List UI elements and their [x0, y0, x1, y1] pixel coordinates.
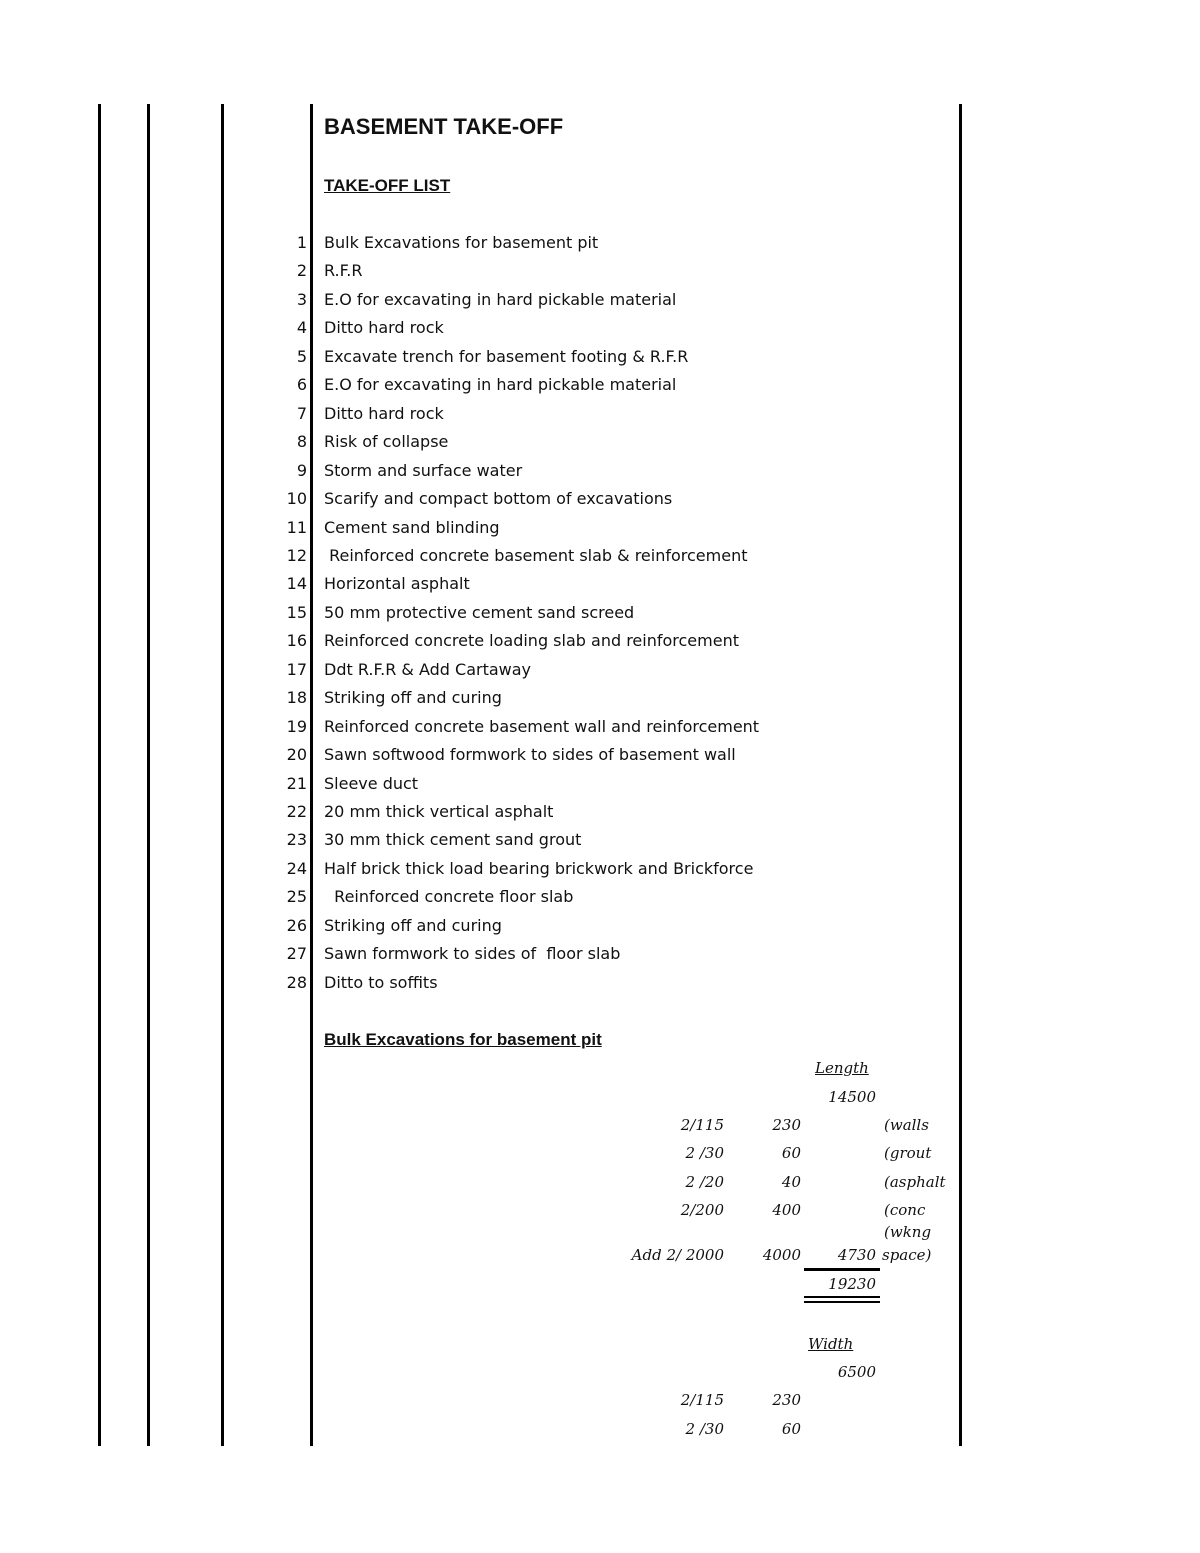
item-text: Risk of collapse [324, 432, 449, 451]
length-note-2: (grout [884, 1144, 932, 1162]
item-text: Reinforced concrete basement wall and reinforcement [324, 717, 760, 736]
item-number: 17 [286, 660, 307, 679]
column-rule-1 [98, 104, 101, 1446]
item-text: Ddt R.F.R & Add Cartaway [324, 660, 532, 679]
length-total: 19230 [828, 1275, 876, 1293]
item-text: Cement sand blinding [324, 518, 500, 537]
item-text: 20 mm thick vertical asphalt [324, 802, 554, 821]
item-text: E.O for excavating in hard pickable material [324, 375, 677, 394]
item-number: 4 [296, 318, 307, 337]
item-number: 20 [286, 745, 307, 764]
length-add-note: space) [882, 1246, 932, 1264]
total-double-rule-top [804, 1296, 880, 1298]
item-number: 2 [296, 261, 307, 280]
item-text: E.O for excavating in hard pickable material [324, 290, 677, 309]
length-factor-2: 2 /30 [685, 1144, 724, 1162]
item-text: Striking off and curing [324, 688, 502, 707]
item-text: Reinforced concrete floor slab [324, 887, 574, 906]
column-rule-2 [147, 104, 150, 1446]
item-number: 10 [286, 489, 307, 508]
length-subtotal: 4730 [837, 1246, 876, 1264]
width-label: Width [808, 1335, 854, 1353]
length-note-4: (conc [884, 1201, 926, 1219]
item-number: 25 [286, 887, 307, 906]
section-heading: Bulk Excavations for basement pit [324, 1030, 602, 1049]
item-text: Storm and surface water [324, 461, 523, 480]
item-number: 11 [286, 518, 307, 537]
length-add-factor: Add 2/ 2000 [631, 1246, 724, 1264]
item-text: Half brick thick load bearing brickwork and Brickforce [324, 859, 754, 878]
item-text: Reinforced concrete loading slab and reinforcement [324, 631, 739, 650]
item-number: 27 [286, 944, 307, 963]
length-factor-1: 2/115 [680, 1116, 724, 1134]
length-note-3: (asphalt [884, 1173, 946, 1191]
item-text: Reinforced concrete basement slab & reinforcement [324, 546, 748, 565]
item-number: 21 [286, 774, 307, 793]
item-text: Ditto to soffits [324, 973, 438, 992]
length-factor-3: 2 /20 [685, 1173, 724, 1191]
width-base: 6500 [837, 1363, 876, 1381]
item-number: 19 [286, 717, 307, 736]
item-text: Sawn softwood formwork to sides of basement wall [324, 745, 736, 764]
length-value-3: 40 [781, 1173, 801, 1191]
page-title: BASEMENT TAKE-OFF [324, 114, 564, 139]
item-number: 12 [286, 546, 307, 565]
item-number: 28 [286, 973, 307, 992]
item-number: 24 [286, 859, 307, 878]
item-text: Sawn formwork to sides of floor slab [324, 944, 621, 963]
item-number: 5 [296, 347, 307, 366]
item-number: 15 [286, 603, 307, 622]
item-text: Ditto hard rock [324, 318, 444, 337]
item-number: 7 [296, 404, 307, 423]
length-value-2: 60 [781, 1144, 801, 1162]
item-text: Excavate trench for basement footing & R.F.R [324, 347, 689, 366]
item-text: Horizontal asphalt [324, 574, 470, 593]
item-text: Ditto hard rock [324, 404, 444, 423]
item-number: 3 [296, 290, 307, 309]
item-number: 18 [286, 688, 307, 707]
item-number: 14 [286, 574, 307, 593]
takeoff-list-heading: TAKE-OFF LIST [324, 176, 451, 195]
subtotal-rule [804, 1268, 880, 1271]
item-number: 23 [286, 830, 307, 849]
item-text: Sleeve duct [324, 774, 419, 793]
length-base: 14500 [828, 1088, 876, 1106]
length-add-value: 4000 [762, 1246, 801, 1264]
length-value-1: 230 [772, 1116, 801, 1134]
item-number: 26 [286, 916, 307, 935]
length-note-extra: (wkng [884, 1223, 932, 1241]
width-value-1: 230 [772, 1391, 801, 1409]
item-number: 6 [296, 375, 307, 394]
width-factor-1: 2/115 [680, 1391, 724, 1409]
item-number: 16 [286, 631, 307, 650]
length-note-1: (walls [884, 1116, 929, 1134]
column-rule-5 [959, 104, 962, 1446]
length-value-4: 400 [772, 1201, 801, 1219]
length-factor-4: 2/200 [680, 1201, 724, 1219]
item-number: 22 [286, 802, 307, 821]
width-factor-2: 2 /30 [685, 1420, 724, 1438]
item-text: 50 mm protective cement sand screed [324, 603, 635, 622]
length-label: Length [815, 1059, 869, 1077]
width-value-2: 60 [781, 1420, 801, 1438]
item-number: 8 [296, 432, 307, 451]
item-text: Scarify and compact bottom of excavations [324, 489, 673, 508]
item-number: 1 [296, 233, 307, 252]
item-text: Striking off and curing [324, 916, 502, 935]
item-text: 30 mm thick cement sand grout [324, 830, 582, 849]
item-number: 9 [296, 461, 307, 480]
item-text: Bulk Excavations for basement pit [324, 233, 599, 252]
column-rule-3 [221, 104, 224, 1446]
column-rule-4 [310, 104, 313, 1446]
item-text: R.F.R [324, 261, 363, 280]
total-double-rule-bottom [804, 1301, 880, 1303]
